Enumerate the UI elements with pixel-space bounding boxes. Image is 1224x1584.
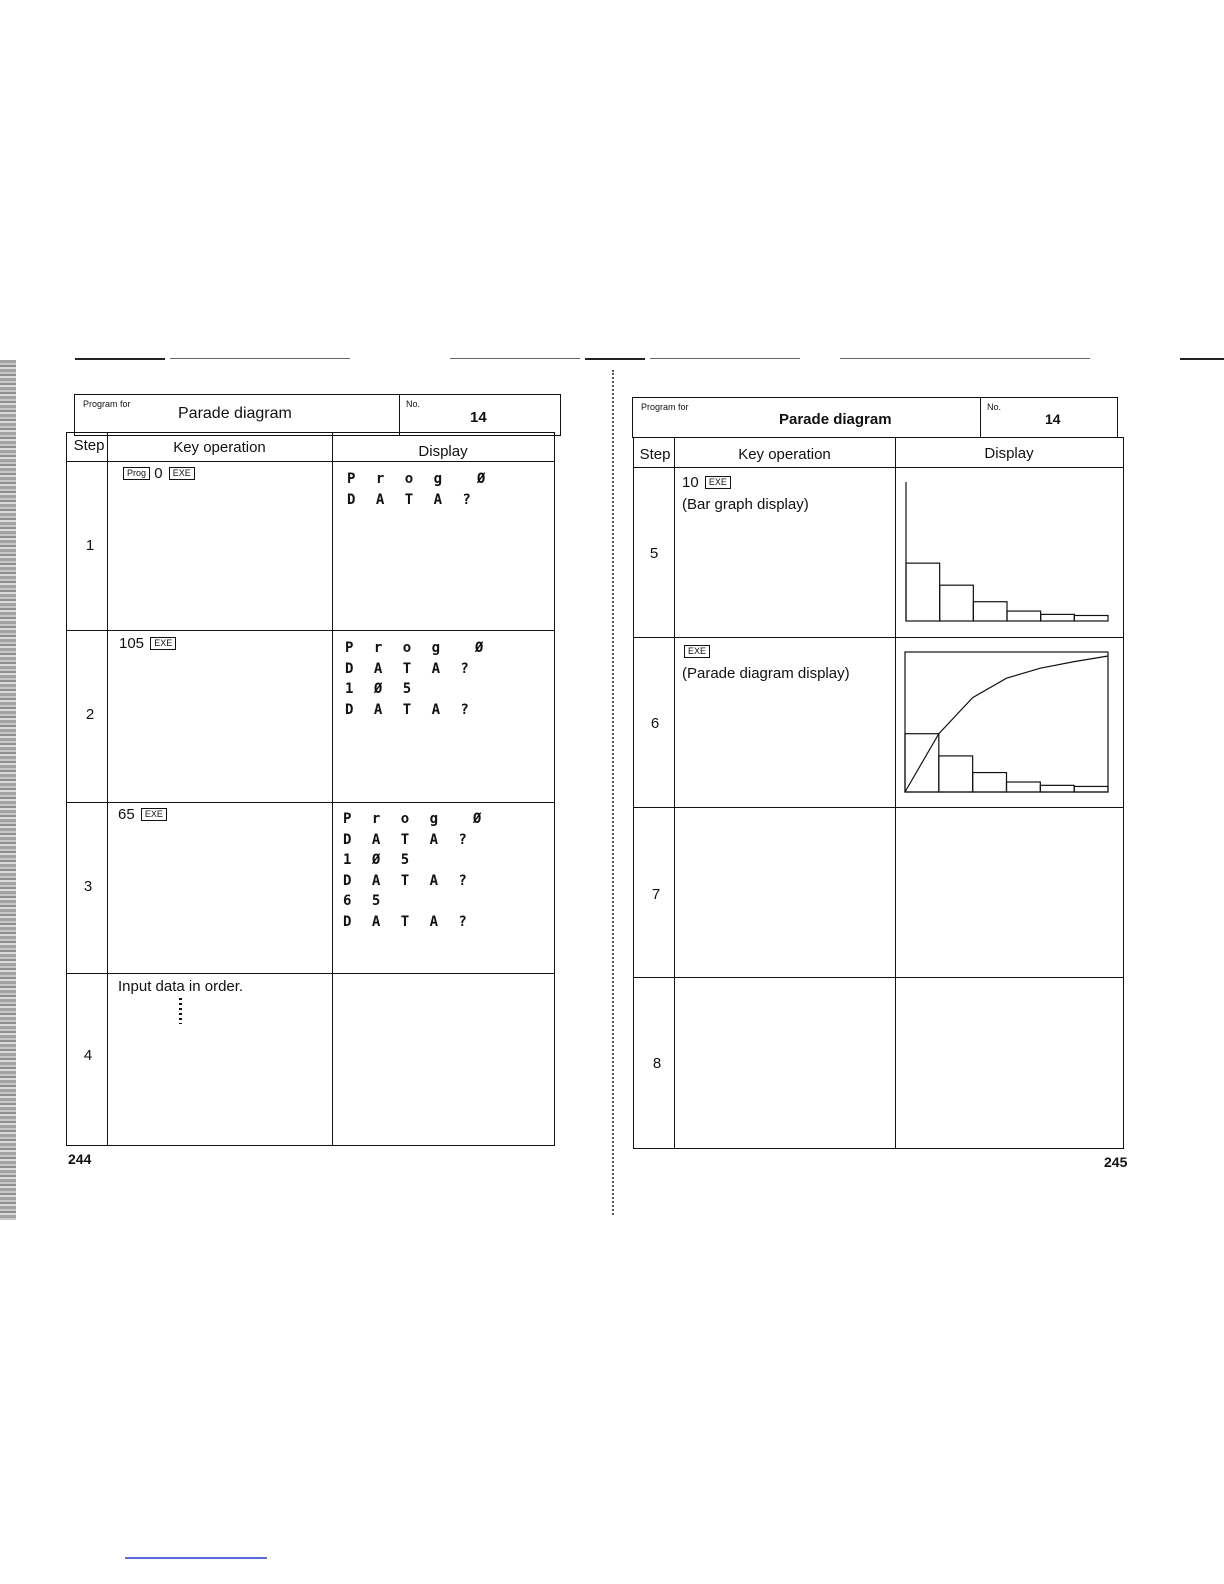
bar bbox=[1007, 611, 1041, 621]
step-number: 3 bbox=[83, 878, 93, 895]
display-line: D A T A ? bbox=[347, 491, 477, 508]
bar bbox=[973, 602, 1007, 621]
display-line: D A T A ? bbox=[345, 701, 475, 718]
bar bbox=[1074, 615, 1108, 621]
page-number: 244 bbox=[68, 1151, 92, 1167]
key-operation: Input data in order. bbox=[118, 978, 244, 995]
right-table bbox=[633, 437, 1124, 1149]
number-value: 14 bbox=[470, 409, 487, 426]
step-number: 4 bbox=[83, 1047, 93, 1064]
row-divider bbox=[67, 802, 554, 803]
col-divider bbox=[332, 433, 333, 1145]
display-note: (Bar graph display) bbox=[682, 496, 809, 513]
top-scan-line bbox=[840, 358, 1090, 359]
program-title: Parade diagram bbox=[178, 405, 292, 422]
step-number: 1 bbox=[85, 537, 95, 554]
bar bbox=[1074, 786, 1108, 792]
key-operation-column-header: Key operation bbox=[173, 439, 266, 456]
display-line: D A T A ? bbox=[343, 872, 473, 889]
bar bbox=[940, 585, 974, 621]
top-scan-line bbox=[585, 358, 645, 360]
step-number: 7 bbox=[651, 886, 661, 903]
display-line: 6 5 bbox=[343, 893, 387, 909]
display-output bbox=[345, 638, 489, 720]
bar bbox=[1041, 614, 1075, 621]
key-value: 0 bbox=[154, 465, 163, 482]
row-divider bbox=[67, 973, 554, 974]
key-value: 105 bbox=[119, 635, 145, 652]
page-number: 245 bbox=[1104, 1154, 1128, 1170]
step-number: 8 bbox=[652, 1055, 662, 1072]
row-divider bbox=[634, 637, 1123, 638]
bar bbox=[1007, 782, 1041, 792]
left-header bbox=[74, 394, 561, 436]
display-line: D A T A ? bbox=[343, 831, 473, 848]
key-operation-column-header: Key operation bbox=[738, 446, 831, 463]
top-scan-line bbox=[650, 358, 800, 359]
top-scan-line bbox=[170, 358, 350, 359]
key-operation bbox=[682, 472, 809, 516]
exe-key-icon: EXE bbox=[141, 808, 167, 821]
display-line: D A T A ? bbox=[343, 913, 473, 930]
parade-diagram-display bbox=[902, 649, 1114, 797]
number-value: 14 bbox=[1045, 411, 1061, 427]
display-line: 1 Ø 5 bbox=[343, 852, 416, 868]
page-fold bbox=[612, 370, 614, 1215]
header-row-divider bbox=[67, 461, 554, 462]
scan-binding-edge bbox=[0, 360, 16, 1220]
left-table bbox=[66, 432, 555, 1146]
program-for-label: Program for bbox=[83, 399, 131, 409]
program-title: Parade diagram bbox=[779, 411, 892, 428]
number-box bbox=[980, 398, 1117, 437]
key-operation bbox=[119, 633, 176, 655]
step-number: 5 bbox=[649, 545, 659, 562]
row-divider bbox=[67, 630, 554, 631]
prog-key-icon: Prog bbox=[123, 467, 150, 480]
key-operation bbox=[121, 463, 195, 485]
top-scan-line bbox=[75, 358, 165, 360]
display-line: P r o g Ø bbox=[347, 471, 492, 487]
key-operation bbox=[682, 641, 850, 685]
bar bbox=[939, 756, 973, 792]
display-output bbox=[343, 809, 487, 932]
key-operation bbox=[118, 804, 167, 826]
chart-frame bbox=[905, 652, 1108, 792]
bar bbox=[1040, 785, 1074, 792]
right-header bbox=[632, 397, 1118, 438]
row-divider bbox=[634, 977, 1123, 978]
display-line: D A T A ? bbox=[345, 660, 475, 677]
step-number: 2 bbox=[85, 706, 95, 723]
col-divider bbox=[674, 438, 675, 1148]
display-line: 1 Ø 5 bbox=[345, 681, 418, 697]
continuation-dots bbox=[179, 998, 182, 1024]
row-divider bbox=[634, 807, 1123, 808]
header-row-divider bbox=[634, 467, 1123, 468]
display-column-header: Display bbox=[984, 445, 1034, 462]
key-value: 10 bbox=[682, 474, 699, 491]
exe-key-icon: EXE bbox=[169, 467, 195, 480]
exe-key-icon: EXE bbox=[705, 476, 731, 489]
top-scan-line bbox=[1180, 358, 1224, 360]
display-line: P r o g Ø bbox=[343, 811, 488, 827]
exe-key-icon: EXE bbox=[150, 637, 176, 650]
number-label: No. bbox=[406, 399, 421, 409]
bar bbox=[906, 563, 940, 621]
top-scan-line bbox=[450, 358, 580, 359]
step-column-header: Step bbox=[639, 446, 671, 463]
col-divider bbox=[107, 433, 108, 1145]
display-line: P r o g Ø bbox=[345, 640, 490, 656]
number-box bbox=[399, 395, 560, 435]
step-column-header: Step bbox=[73, 437, 105, 454]
cumulative-line bbox=[905, 656, 1108, 792]
step-number: 6 bbox=[650, 715, 660, 732]
display-output bbox=[347, 469, 491, 510]
display-note: (Parade diagram display) bbox=[682, 665, 850, 682]
bar bbox=[973, 773, 1007, 792]
display-column-header: Display bbox=[418, 443, 468, 460]
footer-link-underline bbox=[125, 1557, 267, 1559]
program-for-label: Program for bbox=[641, 402, 689, 412]
number-label: No. bbox=[987, 402, 1002, 412]
col-divider bbox=[895, 438, 896, 1148]
bar-graph-display bbox=[902, 478, 1114, 626]
exe-key-icon: EXE bbox=[684, 645, 710, 658]
key-value: 65 bbox=[118, 806, 135, 823]
